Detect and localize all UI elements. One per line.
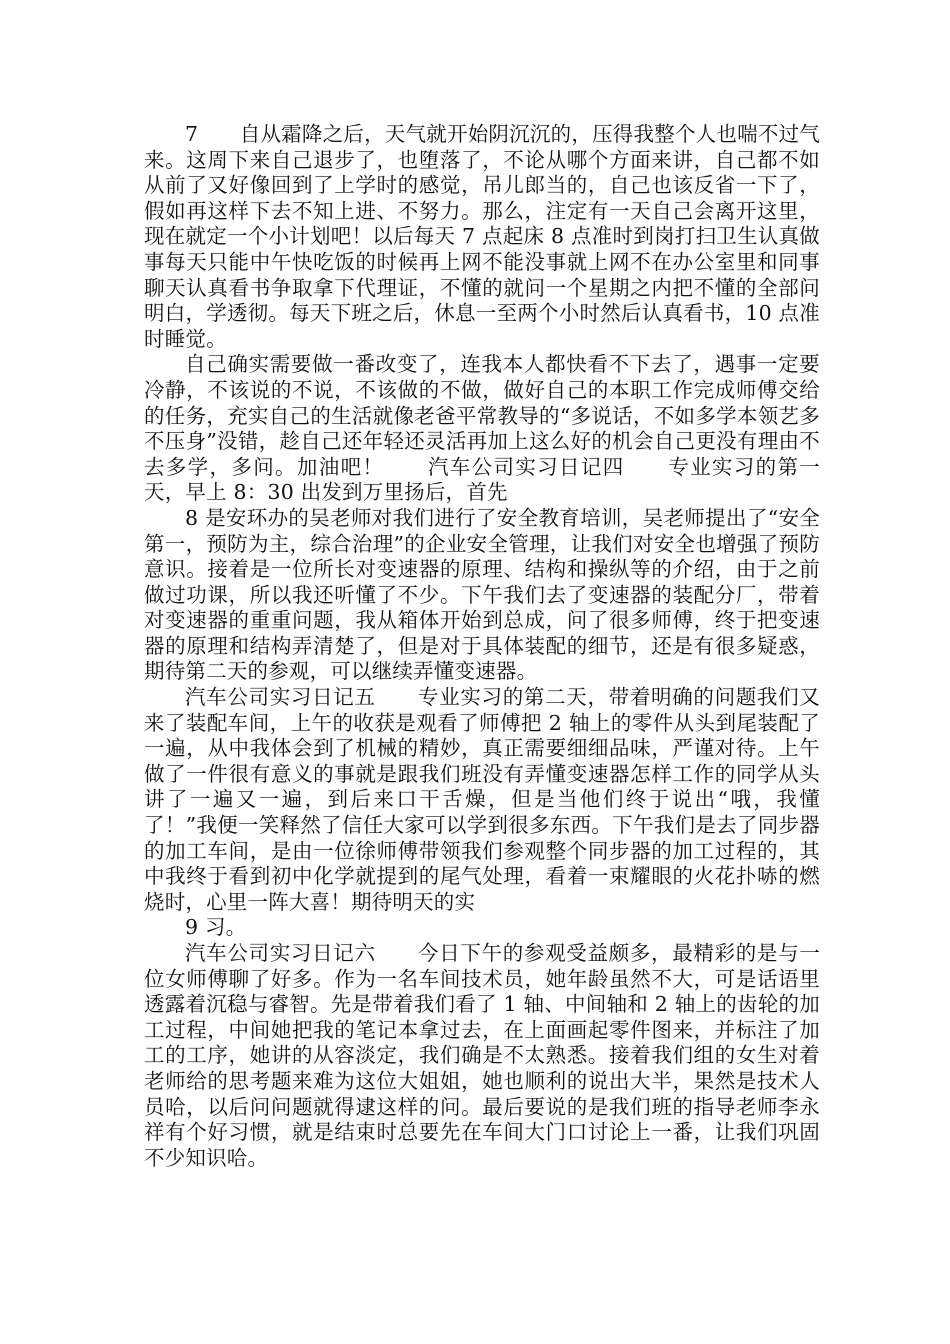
paragraph-diary-five: 汽车公司实习日记五 专业实习的第二天，带着明确的问题我们又来了装配车间，上午的收获是观看了师傅把 2 轴上的零件从头到尾装配了一遍，从中我体会到了机械的精妙，真正需要细细品味，严谨对待。上午做了一件很有意义的事就是跟我们班没有弄懂变速器怎样工作的同学从头讲了一遍又一遍，到后来口干舌燥，但是当他们终于说出“哦，我懂了！”我便一笑释然了信任大家可以学到很多东西。下午我们是去了同步器的加工车间，是由一位徐师傅带领我们参观整个同步器的加工过程的，其中我终于看到初中化学就提到的尾气处理，看着一束耀眼的火花扑哧的燃烧时，心里一阵大喜！期待明天的实 (144, 685, 820, 914)
paragraph-fragment: 9 习。 (185, 915, 247, 940)
paragraph-self-change: 自己确实需要做一番改变了，连我本人都快看不下去了，遇事一定要冷静，不该说的不说，不该做的不做，做好自己的本职工作完成师傅交给的任务，充实自己的生活就像老爸平常教导的“多说话，不如多学本领艺多不压身”没错，趁自己还年轻还灵活再加上这么好的机会自己更没有理由不去多学，多问。加油吧！ 汽车公司实习日记四 专业实习的第一天，早上 8：30 出发到万里扬后，首先 (144, 352, 820, 505)
paragraph-safety-training: 8 是安环办的吴老师对我们进行了安全教育培训，吴老师提出了“安全第一，预防为主，综合治理”的企业安全管理，让我们对安全也增强了预防意识。接着是一位所长对变速器的原理、结构和操纵等的介绍，由于之前做过功课，所以我还听懂了不少。下午我们去了变速器的装配分厂，带着对变速器的重重问题，我从箱体开始到总成，问了很多师傅，终于把变速器的原理和结构弄清楚了，但是对于具体装配的细节，还是有很多疑惑，期待第二天的参观，可以继续弄懂变速器。 (144, 505, 820, 684)
document-body (144, 122, 820, 1171)
paragraph-diary-six: 汽车公司实习日记六 今日下午的参观受益颇多，最精彩的是与一位女师傅聊了好多。作为一名车间技术员，她年龄虽然不大，可是话语里透露着沉稳与睿智。先是带着我们看了 1 轴、中间轴和 2 轴上的齿轮的加工过程，中间她把我的笔记本拿过去，在上面画起零件图来，并标注了加工的工序，她讲的从容淡定，我们确是不太熟悉。接着我们组的女生对着老师给的思考题来难为这位大姐姐，她也顺利的说出大半，果然是技术人员哈，以后问问题就得逮这样的问。最后要说的是我们班的指导老师李永祥有个好习惯，就是结束时总要先在车间大门口讨论上一番，让我们巩固不少知识哈。 (144, 941, 820, 1170)
paragraph-diary-week: 7 自从霜降之后，天气就开始阴沉沉的，压得我整个人也喘不过气来。这周下来自己退步了，也堕落了，不论从哪个方面来讲，自己都不如从前了又好像回到了上学时的感觉，吊儿郎当的，自己也该反省一下了，假如再这样下去不知上进、不努力。那么，注定有一天自己会离开这里，现在就定一个小计划吧！以后每天 7 点起床 8 点准时到岗打扫卫生认真做事每天只能中午快吃饭的时候再上网不能没事就上网不在办公室里和同事聊天认真看书争取拿下代理证，不懂的就问一个星期之内把不懂的全部问明白，学透彻。每天下班之后，休息一至两个小时然后认真看书，10 点准时睡觉。 (144, 122, 820, 351)
